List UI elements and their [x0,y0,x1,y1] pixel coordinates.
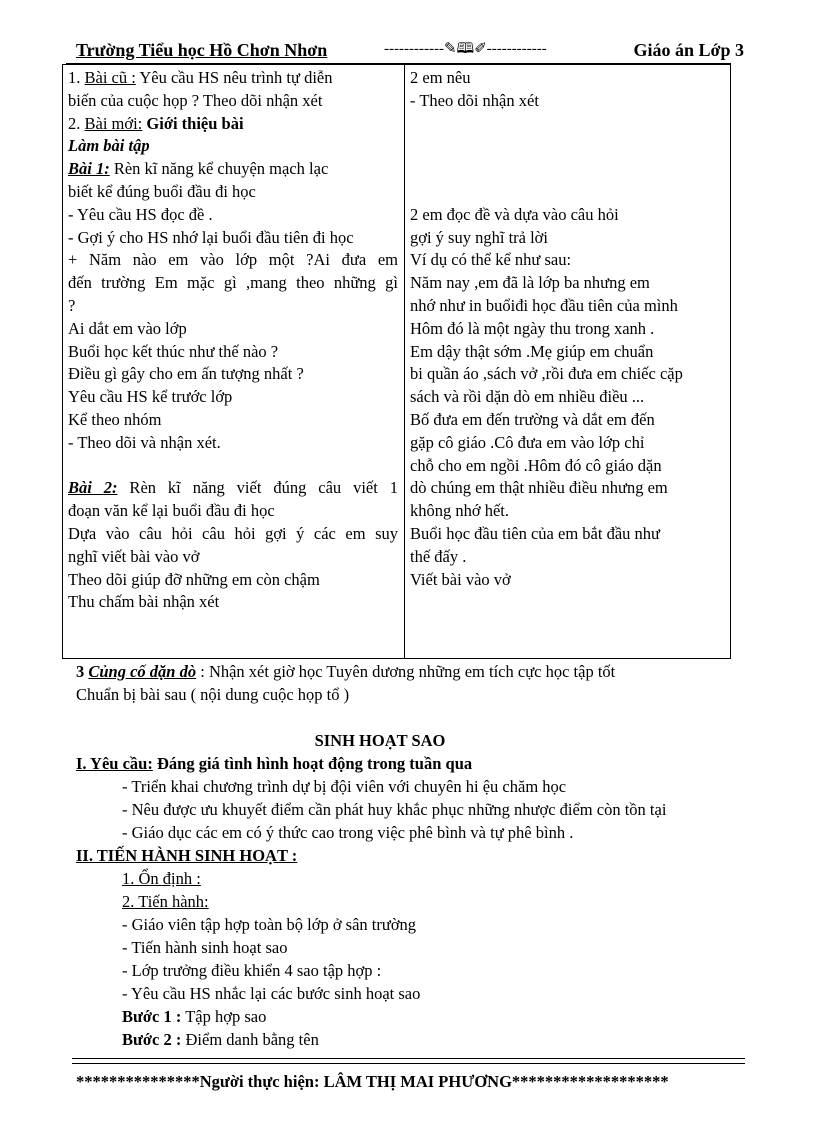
list-item: dò chúng em thật nhiều điều nhưng em [410,478,668,498]
list-item: chỗ cho em ngồi .Hôm đó cô giáo dặn [410,455,662,475]
list-item: đoạn văn kể lại buổi đầu đi học [68,501,275,521]
list-item: biến của cuộc họp ? Theo dõi nhận xét [68,90,323,110]
list-item: 1. Ổn định : [122,869,201,888]
list-item: - Theo dõi nhận xét [410,90,539,110]
student-activities-column [410,67,726,591]
list-item: Thu chấm bài nhận xét [68,592,220,612]
list-item: - Tiến hành sinh hoạt sao [122,938,288,957]
header-divider: ------------✎🕮✐------------ [384,41,547,57]
list-item: - Gợi ý cho HS nhớ lại buổi đầu tiên đi học [68,227,354,247]
list-item: Ai dắt em vào lớp [68,318,187,338]
blank-line [410,181,726,204]
list-item: Bố đưa em đến trường và dắt em đến [410,409,655,429]
list-item: Năm nay ,em đã là lớp ba nhưng em [410,273,650,293]
list-item: - Yêu cầu HS đọc đề . [68,204,213,224]
list-item: - Giáo dục các em có ý thức cao trong việc phê bình và tự phê bình . [122,823,574,842]
list-item: - Yêu cầu HS nhắc lại các bước sinh hoạt sao [122,984,421,1003]
list-item: Em dậy thật sớm .Mẹ giúp em chuẩn [410,341,654,361]
list-item: Ví dụ có thể kể như sau: [410,250,572,270]
list-item: 1. Bài cũ : Yêu cầu HS nêu trình tự diễn [68,68,333,87]
list-item: 2. Tiến hành: [122,892,209,911]
blank-line [410,113,726,136]
footer-rule-top [72,1058,745,1059]
list-item: + Năm nào em vào lớp một ?Ai đưa em [68,250,398,270]
list-item: sách và rồi dặn dò em nhiều điều ... [410,387,645,407]
list-item: Viết bài vào vở [410,569,511,589]
blank-line [410,158,726,181]
lesson-plan-grade: Giáo án Lớp 3 [633,40,744,60]
list-item: thế đấy . [410,546,467,566]
list-item: 2 em nêu [410,68,471,87]
list-item: bi quần áo ,sách vở ,rồi đưa em chiếc cặp [410,364,683,384]
list-item: - Theo dõi và nhận xét. [68,432,221,452]
consolidation-line-2: Chuẩn bị bài sau ( nội dung cuộc họp tổ ) [76,685,350,704]
list-item: Buổi học kết thúc như thế nào ? [68,341,279,361]
teacher-activities-column [68,67,398,614]
school-name: Trường Tiểu học Hồ Chơn Nhơn [76,40,328,60]
consolidation-line: 3 Củng cố dặn dò : Nhận xét giờ học Tuyên dương những em tích cực học tập tốt [76,662,616,681]
blank-line [410,135,726,158]
page-footer: ***************Người thực hiện: LÂM THỊ MAI PHƯƠNG******************* [76,1072,669,1091]
list-item: Yêu cầu HS kể trước lớp [68,387,233,407]
step-2: Bước 2 : Điểm danh bằng tên [122,1030,319,1049]
list-item: - Triển khai chương trình dự bị đội viên với chuyên hi ệu chăm học [122,777,567,796]
list-item: - Nêu được ưu khuyết điểm cần phát huy khắc phục những nhược điểm còn tồn tại [122,800,667,819]
list-item: nghĩ viết bài vào vở [68,546,200,566]
list-item: Bài 2: Rèn kĩ năng viết đúng câu viết 1 [68,478,398,498]
list-item: Buổi học đầu tiên của em bắt đầu như [410,523,660,543]
list-item: biết kể đúng buổi đầu đi học [68,181,256,201]
list-item: Làm bài tập [68,136,150,156]
procedure-heading: II. TIẾN HÀNH SINH HOẠT : [76,846,298,865]
list-item: Bài 1: Rèn kĩ năng kể chuyện mạch lạc [68,159,329,179]
list-item: Kể theo nhóm [68,409,162,429]
lesson-table [62,64,731,659]
page-header [76,40,744,64]
blank-line [68,455,398,478]
list-item: - Lớp trưởng điều khiển 4 sao tập hợp : [122,961,382,980]
list-item: Theo dõi giúp đỡ những em còn chậm [68,569,320,589]
section-title: SINH HOẠT SAO [314,731,446,750]
list-item: - Giáo viên tập hợp toàn bộ lớp ở sân trường [122,915,417,934]
list-item: đến trường Em mặc gì ,mang theo những gì [68,273,398,293]
list-item: gợi ý suy nghĩ trả lời [410,227,548,247]
list-item: 2. Bài mới: Giới thiệu bài [68,113,244,133]
step-1: Bước 1 : Tập hợp sao [122,1007,267,1026]
footer-rule-bottom [72,1063,745,1064]
list-item: Hôm đó là một ngày thu trong xanh . [410,318,655,338]
list-item: không nhớ hết. [410,501,510,521]
requirements-heading: I. Yêu cầu: Đáng giá tình hình hoạt động trong tuần qua [76,754,473,773]
list-item: Dựa vào câu hỏi câu hỏi gợi ý các em suy [68,523,398,543]
list-item: nhớ như in buổiđi học đầu tiên của mình [410,295,678,315]
list-item: gặp cô giáo .Cô đưa em vào lớp chỉ [410,432,645,452]
list-item: 2 em đọc đề và dựa vào câu hỏi [410,204,619,224]
table-column-divider [404,65,405,658]
list-item: ? [68,295,76,315]
list-item: Điều gì gây cho em ấn tượng nhất ? [68,364,304,384]
